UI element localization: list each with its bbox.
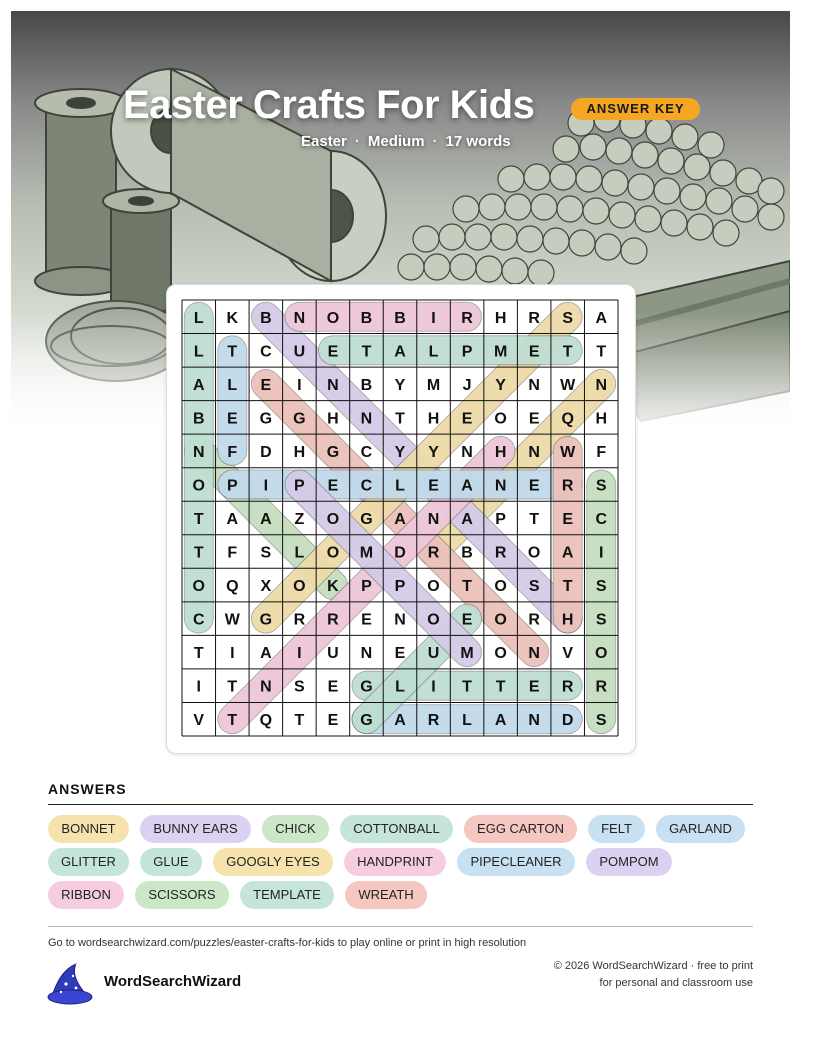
grid-letter: S (595, 611, 607, 629)
puzzle-meta (301, 133, 511, 150)
footer-note: Go to wordsearchwizard.com/puzzles/easter-crafts-for-kids to play online or print in high resolution (48, 937, 527, 949)
grid-letter: C (260, 343, 272, 361)
grid-letter: E (327, 712, 339, 730)
grid-letter: L (193, 309, 204, 327)
grid-letter: P (294, 477, 305, 495)
grid-letter: O (595, 645, 608, 663)
grid-letter: N (360, 410, 373, 428)
grid-letter: B (192, 410, 205, 428)
grid-letter: S (595, 477, 607, 495)
grid-letter: R (427, 544, 440, 562)
grid-letter: T (227, 343, 238, 361)
grid-letter: T (227, 678, 238, 696)
grid-letter: G (326, 443, 340, 461)
grid-letter: A (461, 477, 473, 495)
grid-letter: W (560, 443, 576, 461)
answer-chip-googly-eyes: GOOGLY EYES (213, 848, 333, 876)
answer-chip-garland: GARLAND (656, 815, 745, 843)
grid-letter: T (361, 343, 372, 361)
grid-letter: T (529, 511, 540, 528)
grid-letter: R (595, 678, 608, 696)
grid-letter: I (196, 678, 201, 696)
grid-letter: H (494, 443, 507, 461)
grid-letter: G (259, 611, 273, 629)
grid-letter: O (192, 578, 205, 596)
grid-letter: B (360, 376, 373, 394)
grid-letter: O (494, 645, 507, 663)
grid-letter: E (528, 410, 540, 428)
grid-letter: I (297, 645, 302, 663)
grid-letter: N (528, 376, 540, 394)
grid-letter: T (227, 712, 238, 730)
grid-letter: O (494, 611, 507, 629)
grid-letter: R (494, 544, 507, 562)
answer-chip-egg-carton: EGG CARTON (464, 815, 577, 843)
grid-letter: O (326, 511, 340, 528)
grid-letter: A (260, 511, 272, 528)
grid-letter: Z (294, 511, 305, 528)
page-title: Easter Crafts For Kids (123, 83, 535, 127)
grid-letter: L (395, 678, 405, 696)
answer-chip-bunny-ears: BUNNY EARS (140, 815, 251, 843)
grid-letter: E (461, 611, 473, 629)
grid-letter: R (528, 309, 540, 327)
difficulty-label: Medium (367, 133, 425, 150)
grid-letter: S (562, 309, 574, 327)
grid-letter: C (360, 443, 373, 461)
grid-letter: O (293, 578, 306, 596)
grid-letter: S (528, 578, 540, 596)
separator-dot: · (354, 133, 360, 150)
grid-letter: T (193, 544, 204, 562)
grid-letter: M (493, 343, 508, 361)
grid-letter: U (293, 343, 306, 361)
grid-letter: G (259, 410, 273, 428)
grid-letter: E (327, 477, 339, 495)
grid-letter: E (528, 477, 540, 495)
grid-letter: P (394, 578, 406, 596)
grid-letter: F (227, 544, 238, 562)
grid-letter: C (360, 477, 373, 495)
grid-letter: W (560, 376, 576, 394)
grid-letter: A (260, 645, 272, 663)
grid-letter: S (294, 678, 305, 696)
grid-letter: L (428, 343, 439, 361)
grid-letter: I (431, 309, 436, 327)
grid-letter: A (192, 376, 205, 394)
grid-letter: E (327, 343, 339, 361)
grid-letter: E (226, 410, 238, 428)
grid-letter: B (360, 309, 373, 327)
brand-name: WordSearchWizard (104, 973, 242, 990)
grid-letter: P (461, 343, 473, 361)
grid-letter: R (461, 309, 473, 327)
grid-letter: T (495, 678, 506, 696)
copyright-text: © 2026 WordSearchWizard · free to print for personal and classroom use (553, 960, 753, 989)
grid-letter: P (226, 477, 238, 495)
grid-letter: U (327, 645, 339, 663)
grid-letter: Q (226, 578, 239, 596)
grid-letter: W (224, 611, 240, 629)
grid-letter: S (595, 578, 607, 596)
grid-letter: H (595, 410, 608, 428)
grid-letter: V (562, 645, 574, 663)
grid-letter: E (528, 343, 540, 361)
answer-chip-scissors: SCISSORS (135, 881, 229, 909)
answer-chip-template: TEMPLATE (240, 881, 334, 909)
grid-letter: N (461, 443, 473, 461)
category-label: Easter (301, 133, 347, 150)
grid-letter: F (596, 443, 607, 461)
grid-letter: D (260, 443, 272, 461)
grid-letter: O (427, 578, 440, 596)
grid-letter: K (327, 578, 339, 596)
grid-letter: I (263, 477, 269, 495)
grid-letter: E (361, 611, 372, 629)
grid-letter: L (227, 376, 238, 394)
grid-letter: A (394, 511, 406, 528)
grid-letter: N (327, 376, 339, 394)
grid-letter: S (595, 712, 607, 730)
grid-letter: O (527, 544, 541, 562)
grid-letter: T (562, 578, 573, 596)
grid-letter: G (293, 410, 306, 428)
grid-letter: B (394, 309, 406, 327)
answer-chip-felt: FELT (588, 815, 645, 843)
grid-letter: Q (561, 410, 574, 428)
grid-letter: E (327, 678, 339, 696)
grid-letter: N (192, 443, 205, 461)
grid-letter: L (294, 544, 305, 562)
grid-letter: E (461, 410, 473, 428)
grid-letter: B (461, 544, 473, 562)
grid-letter: L (395, 477, 405, 495)
grid-letter: S (260, 544, 272, 562)
grid-letter: T (294, 712, 305, 730)
grid-letter: Y (428, 443, 439, 461)
grid-letter: H (327, 410, 339, 428)
word-search-grid (180, 298, 620, 738)
grid-letter: Q (259, 712, 273, 730)
grid-letter: N (595, 376, 608, 394)
grid-letter: R (293, 611, 306, 629)
grid-letter: N (260, 678, 272, 696)
grid-letter: A (226, 511, 239, 528)
grid-letter: U (427, 645, 440, 663)
grid-letter: N (494, 477, 507, 495)
divider (48, 804, 753, 805)
grid-letter: R (528, 611, 540, 629)
grid-letter: L (193, 343, 204, 361)
grid-letter: Y (394, 376, 406, 394)
grid-letter: R (427, 712, 440, 730)
grid-letter: A (494, 712, 507, 730)
grid-letter: A (461, 511, 473, 528)
grid-letter: O (326, 544, 340, 562)
grid-letter: H (561, 611, 574, 629)
grid-letter: T (596, 343, 607, 361)
grid-letter: N (528, 645, 540, 663)
grid-letter: A (595, 309, 608, 327)
word-count-label: 17 words (445, 133, 511, 150)
answer-chip-glue: GLUE (140, 848, 202, 876)
grid-letter: O (494, 578, 507, 596)
grid-letter: M (426, 376, 441, 394)
grid-letter: I (230, 645, 235, 663)
grid-letter: X (260, 578, 272, 596)
grid-letter: K (226, 309, 239, 327)
answer-chip-pipecleaner: PIPECLEANER (457, 848, 575, 876)
grid-letter: E (528, 678, 540, 696)
grid-letter: E (428, 477, 439, 495)
grid-letter: A (394, 712, 406, 730)
grid-letter: A (394, 343, 406, 361)
grid-letter: R (561, 678, 574, 696)
answer-chip-glitter: GLITTER (48, 848, 129, 876)
grid-letter: C (192, 611, 205, 629)
grid-letter: N (427, 511, 440, 528)
grid-letter: J (462, 376, 472, 394)
answers-heading: ANSWERS (48, 781, 127, 797)
grid-letter: M (460, 645, 474, 663)
grid-letter: D (394, 544, 406, 562)
grid-letter: G (360, 511, 373, 528)
grid-letter: B (260, 309, 272, 327)
grid-letter: C (595, 511, 608, 528)
grid-letter: T (462, 678, 472, 696)
grid-letter: N (528, 712, 540, 730)
grid-letter: O (192, 477, 205, 495)
answer-chip-chick: CHICK (262, 815, 329, 843)
grid-letter: N (528, 443, 540, 461)
grid-letter: G (360, 712, 373, 730)
grid-letter: H (427, 410, 440, 428)
grid-letter: H (494, 309, 507, 327)
grid-letter: N (293, 309, 306, 327)
answer-key-badge: ANSWER KEY (571, 98, 700, 120)
grid-letter: F (227, 443, 238, 461)
grid-letter: L (462, 712, 472, 730)
answer-chip-bonnet: BONNET (48, 815, 129, 843)
answer-chip-cottonball: COTTONBALL (340, 815, 453, 843)
grid-letter: O (494, 410, 507, 428)
grid-letter: I (431, 678, 436, 696)
answer-chip-ribbon: RIBBON (48, 881, 124, 909)
divider (48, 926, 753, 927)
grid-letter: G (360, 678, 373, 696)
grid-letter: Y (495, 376, 506, 394)
grid-letter: E (394, 645, 406, 663)
grid-letter: H (293, 443, 306, 461)
grid-letter: T (193, 511, 204, 528)
answer-chip-wreath: WREATH (345, 881, 427, 909)
grid-letter: D (561, 712, 574, 730)
grid-letter: N (360, 645, 373, 663)
answer-chip-pompom: POMPOM (586, 848, 672, 876)
grid-letter: P (361, 578, 372, 596)
grid-letter: A (561, 544, 574, 562)
grid-letter: T (193, 645, 204, 663)
grid-letter: M (359, 544, 374, 562)
grid-letter: P (495, 511, 506, 528)
grid-letter: I (297, 376, 302, 394)
grid-letter: O (326, 309, 340, 327)
grid-letter: N (394, 611, 406, 629)
grid-letter: T (462, 578, 472, 596)
grid-letter: R (561, 477, 574, 495)
grid-letter: T (395, 410, 405, 428)
grid-letter: V (193, 712, 205, 730)
grid-letter: I (599, 544, 604, 562)
grid-letter: E (562, 511, 574, 528)
grid-letter: O (427, 611, 440, 629)
grid-letter: T (562, 343, 573, 361)
grid-letter: R (327, 611, 339, 629)
grid-letter: Y (394, 443, 406, 461)
answer-chip-handprint: HANDPRINT (344, 848, 446, 876)
separator-dot: · (432, 133, 438, 150)
wizard-hat-icon (46, 962, 96, 1006)
grid-letter: E (260, 376, 272, 394)
